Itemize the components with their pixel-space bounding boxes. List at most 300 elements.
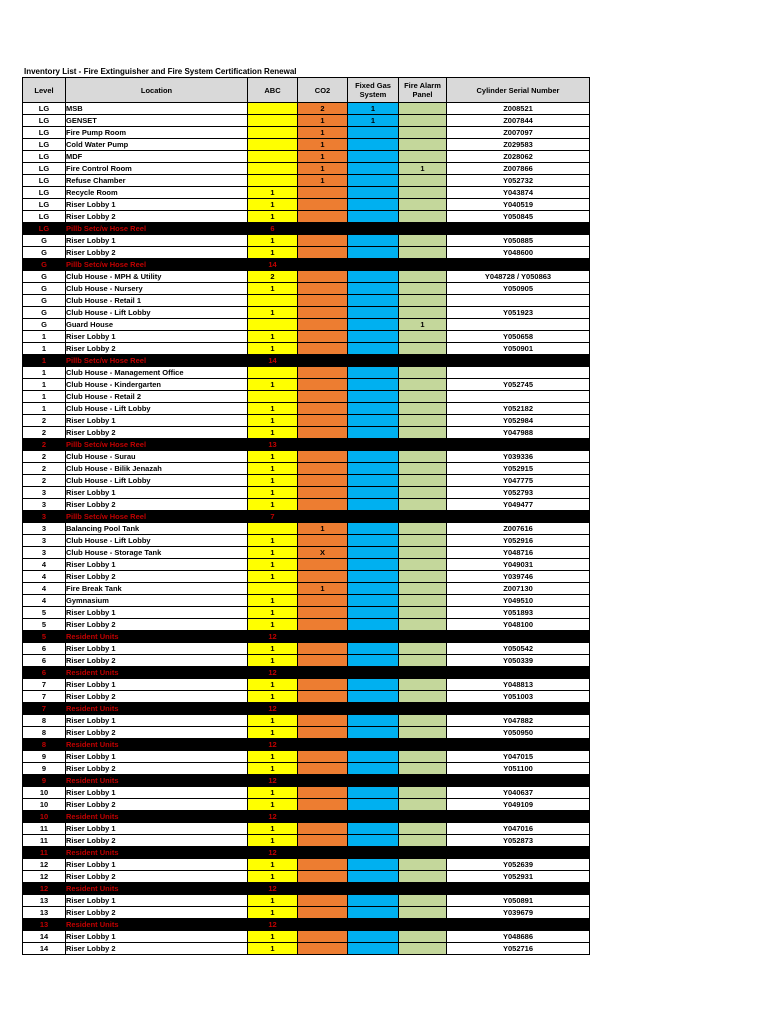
cell-co2 [298, 211, 348, 223]
cell-fixed-gas [348, 259, 399, 271]
cell-serial: Y052931 [447, 871, 590, 883]
cell-location: Guard House [66, 319, 248, 331]
cell-level: LG [23, 199, 66, 211]
cell-fixed-gas [348, 283, 399, 295]
cell-location: Club House - Management Office [66, 367, 248, 379]
cell-level: 2 [23, 439, 66, 451]
cell-co2: 1 [298, 163, 348, 175]
cell-fire-alarm [399, 931, 447, 943]
cell-level: 11 [23, 847, 66, 859]
cell-abc: 1 [248, 607, 298, 619]
cell-co2 [298, 259, 348, 271]
cell-level: 7 [23, 679, 66, 691]
table-row [23, 895, 590, 907]
cell-fixed-gas [348, 811, 399, 823]
cell-location: GENSET [66, 115, 248, 127]
cell-fire-alarm [399, 787, 447, 799]
cell-location: Balancing Pool Tank [66, 523, 248, 535]
cell-level: 1 [23, 379, 66, 391]
cell-co2 [298, 439, 348, 451]
cell-fire-alarm [399, 739, 447, 751]
cell-serial [447, 259, 590, 271]
summary-row [23, 919, 590, 931]
cell-abc: 7 [248, 511, 298, 523]
summary-row [23, 439, 590, 451]
cell-abc: 1 [248, 715, 298, 727]
cell-level: 2 [23, 415, 66, 427]
cell-serial: Y048686 [447, 931, 590, 943]
cell-fire-alarm: 1 [399, 319, 447, 331]
cell-location: Pillb Setc/w Hose Reel [66, 223, 248, 235]
cell-serial: Y052915 [447, 463, 590, 475]
cell-fire-alarm [399, 943, 447, 955]
table-row [23, 559, 590, 571]
cell-serial [447, 319, 590, 331]
cell-co2 [298, 931, 348, 943]
cell-abc: 1 [248, 559, 298, 571]
cell-fire-alarm [399, 307, 447, 319]
cell-co2 [298, 703, 348, 715]
cell-fixed-gas [348, 439, 399, 451]
cell-location: Club House - Nursery [66, 283, 248, 295]
cell-co2: 1 [298, 523, 348, 535]
cell-location: Gymnasium [66, 595, 248, 607]
cell-co2 [298, 391, 348, 403]
cell-co2: 1 [298, 583, 348, 595]
cell-fire-alarm [399, 247, 447, 259]
cell-serial [447, 631, 590, 643]
cell-fixed-gas [348, 127, 399, 139]
cell-level: 12 [23, 883, 66, 895]
cell-fixed-gas [348, 691, 399, 703]
table-row [23, 763, 590, 775]
cell-fire-alarm [399, 847, 447, 859]
cell-serial: Y047016 [447, 823, 590, 835]
cell-serial: Y048600 [447, 247, 590, 259]
cell-serial: Y040519 [447, 199, 590, 211]
cell-abc: 13 [248, 439, 298, 451]
summary-row [23, 703, 590, 715]
cell-fixed-gas [348, 655, 399, 667]
cell-co2 [298, 187, 348, 199]
cell-fixed-gas [348, 451, 399, 463]
table-row [23, 271, 590, 283]
cell-abc: 1 [248, 187, 298, 199]
table-row [23, 583, 590, 595]
header-co2: CO2 [298, 78, 348, 103]
cell-serial [447, 775, 590, 787]
cell-level: 3 [23, 523, 66, 535]
table-row [23, 331, 590, 343]
cell-location: Riser Lobby 1 [66, 643, 248, 655]
cell-serial: Y049031 [447, 559, 590, 571]
cell-location: Riser Lobby 1 [66, 715, 248, 727]
cell-abc: 1 [248, 379, 298, 391]
cell-abc: 1 [248, 799, 298, 811]
cell-fixed-gas [348, 139, 399, 151]
cell-level: 3 [23, 511, 66, 523]
cell-level: 1 [23, 391, 66, 403]
cell-location: Riser Lobby 2 [66, 571, 248, 583]
table-row [23, 595, 590, 607]
table-row [23, 859, 590, 871]
header-fixed-gas: Fixed Gas System [348, 78, 399, 103]
cell-abc [248, 295, 298, 307]
cell-fire-alarm [399, 595, 447, 607]
table-row [23, 787, 590, 799]
cell-fire-alarm [399, 835, 447, 847]
cell-level: 1 [23, 355, 66, 367]
cell-co2 [298, 715, 348, 727]
cell-level: 10 [23, 811, 66, 823]
cell-abc [248, 391, 298, 403]
cell-co2 [298, 487, 348, 499]
cell-co2 [298, 427, 348, 439]
cell-serial [447, 295, 590, 307]
cell-location: Riser Lobby 1 [66, 331, 248, 343]
cell-abc [248, 139, 298, 151]
cell-abc: 1 [248, 547, 298, 559]
cell-level: LG [23, 127, 66, 139]
table-row [23, 379, 590, 391]
cell-level: 1 [23, 343, 66, 355]
cell-fixed-gas [348, 391, 399, 403]
cell-co2 [298, 403, 348, 415]
table-row [23, 175, 590, 187]
cell-level: G [23, 319, 66, 331]
cell-serial: Y052639 [447, 859, 590, 871]
cell-serial: Z007130 [447, 583, 590, 595]
cell-location: Riser Lobby 1 [66, 235, 248, 247]
cell-location: MSB [66, 103, 248, 115]
cell-level: 11 [23, 823, 66, 835]
table-row [23, 727, 590, 739]
cell-location: Pillb Setc/w Hose Reel [66, 355, 248, 367]
summary-row [23, 511, 590, 523]
cell-level: 5 [23, 631, 66, 643]
cell-level: 13 [23, 919, 66, 931]
cell-co2 [298, 463, 348, 475]
table-row [23, 307, 590, 319]
cell-level: 12 [23, 859, 66, 871]
cell-abc: 1 [248, 679, 298, 691]
cell-location: Club House - Lift Lobby [66, 307, 248, 319]
cell-serial: Y050885 [447, 235, 590, 247]
header-fire-alarm: Fire Alarm Panel [399, 78, 447, 103]
cell-serial: Y048100 [447, 619, 590, 631]
cell-level: 3 [23, 535, 66, 547]
summary-row [23, 223, 590, 235]
table-row [23, 487, 590, 499]
header-serial: Cylinder Serial Number [447, 78, 590, 103]
cell-level: 3 [23, 487, 66, 499]
table-row [23, 463, 590, 475]
cell-abc: 1 [248, 691, 298, 703]
table-row [23, 295, 590, 307]
cell-fire-alarm [399, 463, 447, 475]
cell-abc: 1 [248, 415, 298, 427]
cell-location: Riser Lobby 1 [66, 931, 248, 943]
cell-fire-alarm [399, 199, 447, 211]
cell-co2 [298, 331, 348, 343]
cell-level: 2 [23, 427, 66, 439]
cell-co2 [298, 643, 348, 655]
cell-serial: Y050891 [447, 895, 590, 907]
cell-level: 4 [23, 559, 66, 571]
cell-fixed-gas [348, 511, 399, 523]
cell-abc [248, 175, 298, 187]
cell-fire-alarm [399, 799, 447, 811]
cell-fixed-gas [348, 295, 399, 307]
cell-fixed-gas [348, 475, 399, 487]
cell-level: 14 [23, 931, 66, 943]
cell-level: LG [23, 103, 66, 115]
cell-fixed-gas [348, 271, 399, 283]
cell-level: 10 [23, 787, 66, 799]
cell-location: Fire Break Tank [66, 583, 248, 595]
cell-fixed-gas [348, 763, 399, 775]
table-row [23, 427, 590, 439]
cell-abc [248, 523, 298, 535]
cell-co2 [298, 679, 348, 691]
cell-co2 [298, 415, 348, 427]
cell-fixed-gas [348, 715, 399, 727]
table-row [23, 211, 590, 223]
cell-abc: 1 [248, 571, 298, 583]
cell-fire-alarm [399, 715, 447, 727]
cell-co2 [298, 871, 348, 883]
cell-abc: 1 [248, 835, 298, 847]
cell-location: MDF [66, 151, 248, 163]
cell-fixed-gas [348, 703, 399, 715]
table-row [23, 247, 590, 259]
cell-fire-alarm [399, 703, 447, 715]
cell-serial: Y047015 [447, 751, 590, 763]
cell-fixed-gas [348, 775, 399, 787]
cell-abc: 12 [248, 847, 298, 859]
cell-serial: Y040637 [447, 787, 590, 799]
cell-location: Club House - Storage Tank [66, 547, 248, 559]
cell-serial: Y049510 [447, 595, 590, 607]
cell-location: Recycle Room [66, 187, 248, 199]
cell-fire-alarm [399, 859, 447, 871]
cell-co2 [298, 883, 348, 895]
cell-serial: Y052745 [447, 379, 590, 391]
cell-abc [248, 115, 298, 127]
cell-location: Riser Lobby 2 [66, 871, 248, 883]
cell-serial: Y039336 [447, 451, 590, 463]
cell-fire-alarm [399, 631, 447, 643]
summary-row [23, 847, 590, 859]
cell-fixed-gas [348, 343, 399, 355]
cell-fixed-gas [348, 535, 399, 547]
cell-fire-alarm [399, 115, 447, 127]
table-row [23, 607, 590, 619]
cell-co2 [298, 295, 348, 307]
table-row [23, 199, 590, 211]
cell-fire-alarm [399, 547, 447, 559]
cell-co2 [298, 199, 348, 211]
cell-serial: Y050905 [447, 283, 590, 295]
cell-co2 [298, 283, 348, 295]
cell-fire-alarm [399, 367, 447, 379]
summary-row [23, 631, 590, 643]
cell-fixed-gas: 1 [348, 115, 399, 127]
cell-fire-alarm [399, 571, 447, 583]
summary-row [23, 355, 590, 367]
cell-fire-alarm [399, 727, 447, 739]
table-row [23, 835, 590, 847]
cell-location: Riser Lobby 2 [66, 427, 248, 439]
cell-fixed-gas [348, 823, 399, 835]
cell-co2 [298, 307, 348, 319]
cell-serial: Y039746 [447, 571, 590, 583]
cell-fire-alarm [399, 475, 447, 487]
cell-fixed-gas [348, 847, 399, 859]
table-row [23, 751, 590, 763]
cell-abc: 1 [248, 403, 298, 415]
cell-co2 [298, 835, 348, 847]
cell-location: Club House - Surau [66, 451, 248, 463]
cell-level: 13 [23, 907, 66, 919]
cell-abc: 12 [248, 703, 298, 715]
cell-co2 [298, 595, 348, 607]
cell-serial [447, 223, 590, 235]
table-row [23, 319, 590, 331]
cell-abc: 6 [248, 223, 298, 235]
cell-abc: 1 [248, 535, 298, 547]
cell-level: 8 [23, 715, 66, 727]
cell-co2 [298, 559, 348, 571]
table-row [23, 943, 590, 955]
table-row [23, 547, 590, 559]
cell-abc [248, 103, 298, 115]
cell-abc: 12 [248, 775, 298, 787]
cell-serial: Y052182 [447, 403, 590, 415]
cell-serial: Y050845 [447, 211, 590, 223]
cell-location: Cold Water Pump [66, 139, 248, 151]
cell-fixed-gas [348, 367, 399, 379]
cell-fire-alarm [399, 439, 447, 451]
table-row [23, 931, 590, 943]
cell-fire-alarm [399, 883, 447, 895]
cell-fire-alarm [399, 127, 447, 139]
cell-serial [447, 919, 590, 931]
cell-serial [447, 391, 590, 403]
cell-abc: 1 [248, 283, 298, 295]
cell-serial [447, 667, 590, 679]
cell-serial: Y049109 [447, 799, 590, 811]
cell-fire-alarm [399, 919, 447, 931]
cell-fire-alarm [399, 271, 447, 283]
cell-serial: Z007844 [447, 115, 590, 127]
cell-serial: Y051003 [447, 691, 590, 703]
cell-fixed-gas [348, 667, 399, 679]
cell-level: G [23, 247, 66, 259]
cell-fixed-gas [348, 799, 399, 811]
cell-serial: Y048728 / Y050863 [447, 271, 590, 283]
cell-location: Riser Lobby 1 [66, 787, 248, 799]
cell-fixed-gas [348, 631, 399, 643]
cell-level: G [23, 235, 66, 247]
cell-serial: Y039679 [447, 907, 590, 919]
cell-abc: 1 [248, 871, 298, 883]
cell-fire-alarm [399, 283, 447, 295]
cell-abc: 1 [248, 331, 298, 343]
table-row [23, 343, 590, 355]
table-row [23, 103, 590, 115]
table-row [23, 403, 590, 415]
cell-fire-alarm [399, 643, 447, 655]
cell-serial: Y048813 [447, 679, 590, 691]
cell-fixed-gas [348, 523, 399, 535]
cell-abc: 1 [248, 307, 298, 319]
cell-fixed-gas [348, 727, 399, 739]
table-row [23, 643, 590, 655]
cell-co2 [298, 691, 348, 703]
cell-fire-alarm [399, 535, 447, 547]
cell-level: 2 [23, 451, 66, 463]
table-row [23, 691, 590, 703]
cell-location: Riser Lobby 1 [66, 679, 248, 691]
cell-co2: 2 [298, 103, 348, 115]
cell-abc: 14 [248, 259, 298, 271]
cell-location: Riser Lobby 1 [66, 415, 248, 427]
cell-location: Riser Lobby 1 [66, 823, 248, 835]
cell-level: 8 [23, 739, 66, 751]
cell-fire-alarm [399, 691, 447, 703]
cell-co2 [298, 475, 348, 487]
cell-location: Club House - Bilik Jenazah [66, 463, 248, 475]
cell-serial [447, 703, 590, 715]
cell-fire-alarm [399, 559, 447, 571]
cell-location: Riser Lobby 2 [66, 907, 248, 919]
cell-location: Riser Lobby 2 [66, 343, 248, 355]
cell-fire-alarm [399, 499, 447, 511]
cell-abc: 1 [248, 655, 298, 667]
cell-abc [248, 151, 298, 163]
cell-abc: 1 [248, 943, 298, 955]
cell-fixed-gas [348, 235, 399, 247]
cell-level: 9 [23, 751, 66, 763]
cell-co2: 1 [298, 151, 348, 163]
cell-serial: Y052793 [447, 487, 590, 499]
cell-serial [447, 739, 590, 751]
cell-fire-alarm [399, 487, 447, 499]
cell-level: 7 [23, 691, 66, 703]
cell-fire-alarm [399, 343, 447, 355]
cell-abc: 1 [248, 211, 298, 223]
cell-fire-alarm: 1 [399, 163, 447, 175]
cell-level: G [23, 307, 66, 319]
table-row [23, 187, 590, 199]
cell-abc: 1 [248, 235, 298, 247]
cell-fixed-gas [348, 643, 399, 655]
cell-co2 [298, 223, 348, 235]
cell-serial: Y043874 [447, 187, 590, 199]
cell-serial: Y050339 [447, 655, 590, 667]
cell-fixed-gas [348, 415, 399, 427]
document-title: Inventory List - Fire Extinguisher and Fire System Certification Renewal [24, 67, 297, 76]
cell-abc: 1 [248, 751, 298, 763]
cell-level: 9 [23, 775, 66, 787]
cell-fire-alarm [399, 223, 447, 235]
cell-location: Pillb Setc/w Hose Reel [66, 259, 248, 271]
cell-abc: 1 [248, 859, 298, 871]
cell-fire-alarm [399, 607, 447, 619]
cell-fixed-gas [348, 247, 399, 259]
cell-location: Riser Lobby 2 [66, 655, 248, 667]
